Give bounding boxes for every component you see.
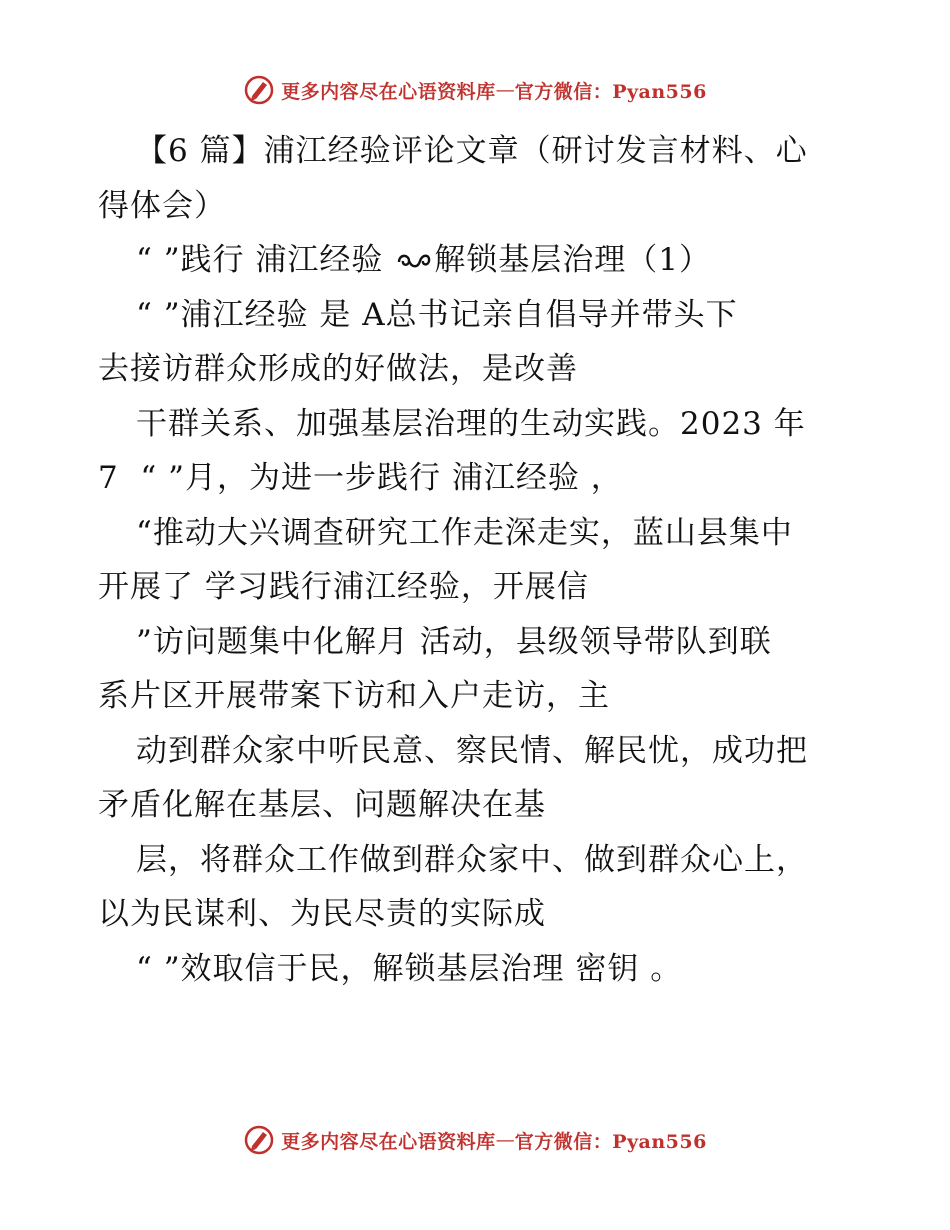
paragraph-line: 动到群众家中听民意、察民情、解民忧，成功把 — [136, 732, 808, 769]
watermark-contact: 官方微信：Pyan556 — [514, 1130, 707, 1153]
section-heading — [98, 233, 868, 288]
paragraph-line: “ ”效取信于民，解锁基层治理 密钥 。 — [136, 950, 683, 987]
section-heading-part-1: “ ”践行 浦江经验 — [136, 242, 384, 278]
watermark-banner-bottom — [0, 1122, 950, 1158]
watermark-logo-icon — [243, 1124, 275, 1156]
paragraph-line: “ ”浦江经验 是 A总书记亲自倡导并带头下 — [136, 296, 738, 333]
document-title-line-1: 【6 篇】浦江经验评论文章（研讨发言材料、心 — [136, 133, 808, 169]
document-title-line-2: 得体会） — [98, 187, 226, 224]
paragraph-line: 干群关系、加强基层治理的生动实践。2023 年 — [136, 405, 806, 442]
watermark-logo-icon — [243, 74, 275, 106]
watermark-banner-top — [0, 72, 950, 108]
paragraph-line: 去接访群众形成的好做法，是改善 — [98, 351, 578, 387]
watermark-separator: — — [495, 1129, 515, 1151]
paragraph-line: 系片区开展带案下访和入户走访，主 — [98, 678, 610, 714]
watermark-text: 更多内容尽在心语资料库 — [281, 80, 496, 103]
section-heading-part-2: 解锁基层治理（1） — [434, 242, 711, 278]
watermark-text: 更多内容尽在心语资料库 — [281, 1130, 496, 1153]
paragraph-line: 层，将群众工作做到群众家中、做到群众心上， — [136, 841, 808, 878]
paragraph-line: 矛盾化解在基层、问题解决在基 — [98, 787, 546, 823]
paragraph-line: 以为民谋利、为民尽责的实际成 — [98, 896, 546, 932]
paragraph-line: 开展了 学习践行浦江经验，开展信 — [98, 569, 589, 605]
ornament-icon — [396, 248, 432, 272]
paragraph-line: “推动大兴调查研究工作走深走实，蓝山县集中 — [136, 514, 793, 551]
paragraph-line: 7 “ ”月，为进一步践行 浦江经验 ， — [98, 460, 623, 496]
document-body — [98, 124, 868, 996]
watermark-separator: — — [495, 79, 515, 101]
paragraph-line: ”访问题集中化解月 活动，县级领导带队到联 — [136, 623, 772, 660]
watermark-contact: 官方微信：Pyan556 — [514, 80, 707, 103]
